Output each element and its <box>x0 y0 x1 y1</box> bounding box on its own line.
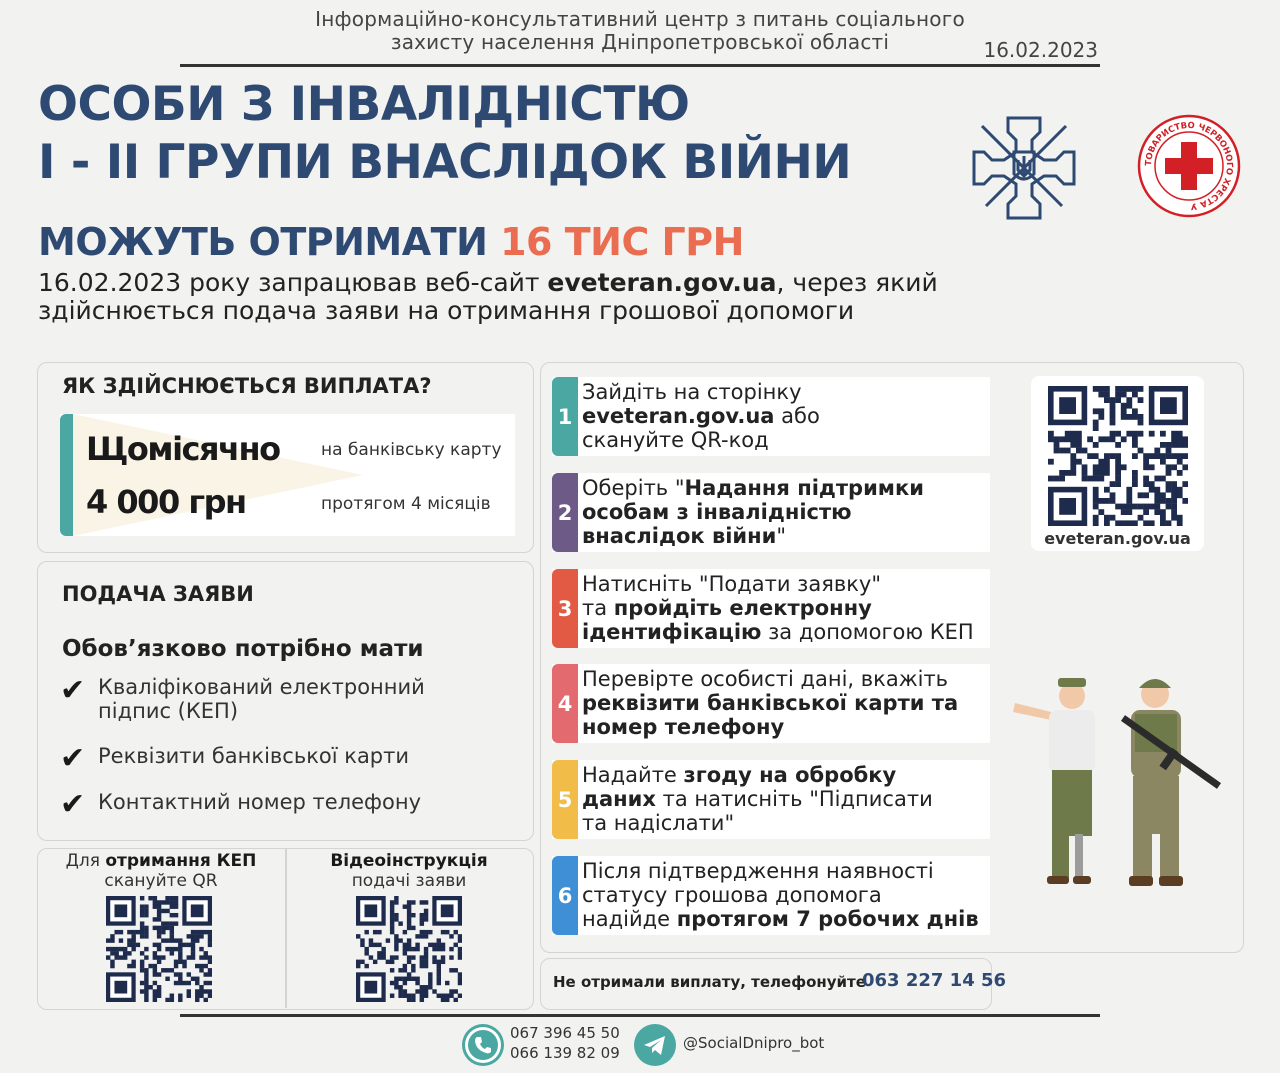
ministry-emblem-icon <box>968 112 1080 224</box>
step-line: скануйте QR-код <box>582 428 769 452</box>
step-line: або <box>774 404 820 428</box>
step-bold: Надання підтримки <box>684 476 924 500</box>
step-number: 2 <box>552 473 578 552</box>
headline-text: МОЖУТЬ ОТРИМАТИ <box>38 220 488 264</box>
main-qr-code[interactable] <box>1048 386 1188 530</box>
step-6 <box>552 856 990 935</box>
step-number: 3 <box>552 569 578 648</box>
veterans-illustration <box>1005 668 1230 903</box>
payment-amount: 4 000 грн <box>86 483 246 521</box>
step-bold: особам з інвалідністю <box>582 500 852 524</box>
footer-phone-2[interactable]: 066 139 82 09 <box>510 1044 620 1062</box>
step-bold: протягом 7 робочих днів <box>676 907 979 931</box>
page-title <box>38 76 851 192</box>
requirement-item: Реквізити банківської карти <box>98 744 410 768</box>
intro-site-link: eveteran.gov.ua <box>547 268 777 297</box>
step-line: " <box>776 524 787 548</box>
intro-text-1: 16.02.2023 року запрацював веб-сайт <box>38 268 548 297</box>
step-number: 1 <box>552 377 578 456</box>
step-line: Перевірте особисті дані, вкажіть <box>582 667 949 691</box>
step-text <box>582 476 924 548</box>
payment-duration: протягом 4 місяців <box>321 494 491 514</box>
title-line-2: І - ІІ ГРУПИ ВНАСЛІДОК ВІЙНИ <box>38 135 852 190</box>
step-text <box>582 859 979 931</box>
step-bold: ідентифікацію <box>582 620 762 644</box>
step-number: 6 <box>552 856 578 935</box>
step-line: Оберіть " <box>582 476 685 500</box>
hotline-number[interactable]: 063 227 14 56 <box>862 970 1007 991</box>
footer-phones <box>510 1023 620 1063</box>
step-line: та <box>582 596 614 620</box>
requirement-item <box>98 675 425 723</box>
video-qr-code[interactable] <box>356 896 462 1006</box>
header-date: 16.02.2023 <box>983 38 1098 62</box>
step-number: 4 <box>552 664 578 743</box>
requirement-item: Контактний номер телефону <box>98 790 422 814</box>
requirement-line: Кваліфікований електронний <box>98 675 425 699</box>
step-5 <box>552 760 990 839</box>
step-line: Зайдіть на сторінку <box>582 380 802 404</box>
payment-title: ЯК ЗДІЙСНЮЄТЬСЯ ВИПЛАТА? <box>62 374 432 398</box>
org-line-2: захисту населення Дніпропетровської області <box>390 30 890 54</box>
org-line-1: Інформаційно-консультативний центр з питань соціального <box>315 7 965 31</box>
step-text <box>582 667 958 739</box>
amount-headline <box>38 220 744 264</box>
step-2 <box>552 473 990 552</box>
footer-phone-1[interactable]: 067 396 45 50 <box>510 1024 620 1042</box>
step-line: за допомогою КЕП <box>761 620 974 644</box>
step-line: Після підтвердження наявності <box>582 859 934 883</box>
check-icon: ✔ <box>60 673 86 708</box>
payment-method: на банківську карту <box>321 440 502 460</box>
step-text <box>582 763 933 835</box>
intro-text-2: , через який здійснюється подача заяви на отримання грошової допомоги <box>38 268 938 325</box>
step-bold: згоду на обробку <box>683 763 897 787</box>
red-cross-logo <box>1135 112 1243 220</box>
kep-label-prefix: Для <box>65 851 106 871</box>
phone-icon[interactable] <box>462 1024 504 1066</box>
footer-divider <box>180 1014 1100 1017</box>
video-label-bold: Відеоінструкція <box>330 851 488 871</box>
kep-label-line2: скануйте QR <box>104 871 218 891</box>
step-1 <box>552 377 990 456</box>
step-line: Надайте <box>582 763 684 787</box>
check-icon: ✔ <box>60 787 86 822</box>
video-label-line2: подачі заяви <box>351 871 467 891</box>
step-bold: реквізити банківської карти та <box>582 691 959 715</box>
step-line: Натисніть "Подати заявку" <box>582 572 881 596</box>
footer-telegram-handle[interactable]: @SocialDnipro_bot <box>683 1034 825 1052</box>
telegram-icon[interactable] <box>634 1024 676 1066</box>
video-qr-label <box>288 851 530 891</box>
step-bold: номер телефону <box>582 715 785 739</box>
red-cross-text: ТОВАРИСТВО ЧЕРВОНОГО ХРЕСТА У <box>1143 120 1235 212</box>
header-divider <box>180 64 1100 67</box>
step-bold: внаслідок війни <box>582 524 777 548</box>
application-title: ПОДАЧА ЗАЯВИ <box>62 582 254 606</box>
intro-paragraph <box>38 269 958 325</box>
step-number: 5 <box>552 760 578 839</box>
step-4 <box>552 664 990 743</box>
step-text <box>582 572 974 644</box>
payment-card-accent <box>60 414 73 536</box>
headline-amount: 16 ТИС ГРН <box>500 220 744 264</box>
payment-frequency: Щомісячно <box>86 430 280 468</box>
step-bold: пройдіть електронну <box>613 596 872 620</box>
step-line: та натисніть "Підписати <box>655 787 933 811</box>
step-line: та надіслати" <box>582 811 735 835</box>
check-icon: ✔ <box>60 741 86 776</box>
application-subtitle: Обов’язково потрібно мати <box>62 636 424 662</box>
main-qr-label: eveteran.gov.ua <box>1044 529 1191 548</box>
kep-label-bold: отримання КЕП <box>105 851 257 871</box>
step-bold: даних <box>582 787 656 811</box>
step-text <box>582 380 820 452</box>
title-line-1: ОСОБИ З ІНВАЛІДНІСТЮ <box>38 77 690 132</box>
step-3 <box>552 569 990 648</box>
step-site: eveteran.gov.ua <box>582 404 775 428</box>
step-line: надійде <box>582 907 677 931</box>
requirement-line: підпис (КЕП) <box>98 699 239 723</box>
kep-qr-label <box>40 851 282 891</box>
step-line: статусу грошова допомога <box>582 883 882 907</box>
qr-panel-divider <box>285 848 287 1008</box>
hotline-text: Не отримали виплату, телефонуйте <box>553 973 866 991</box>
kep-qr-code[interactable] <box>106 896 212 1006</box>
